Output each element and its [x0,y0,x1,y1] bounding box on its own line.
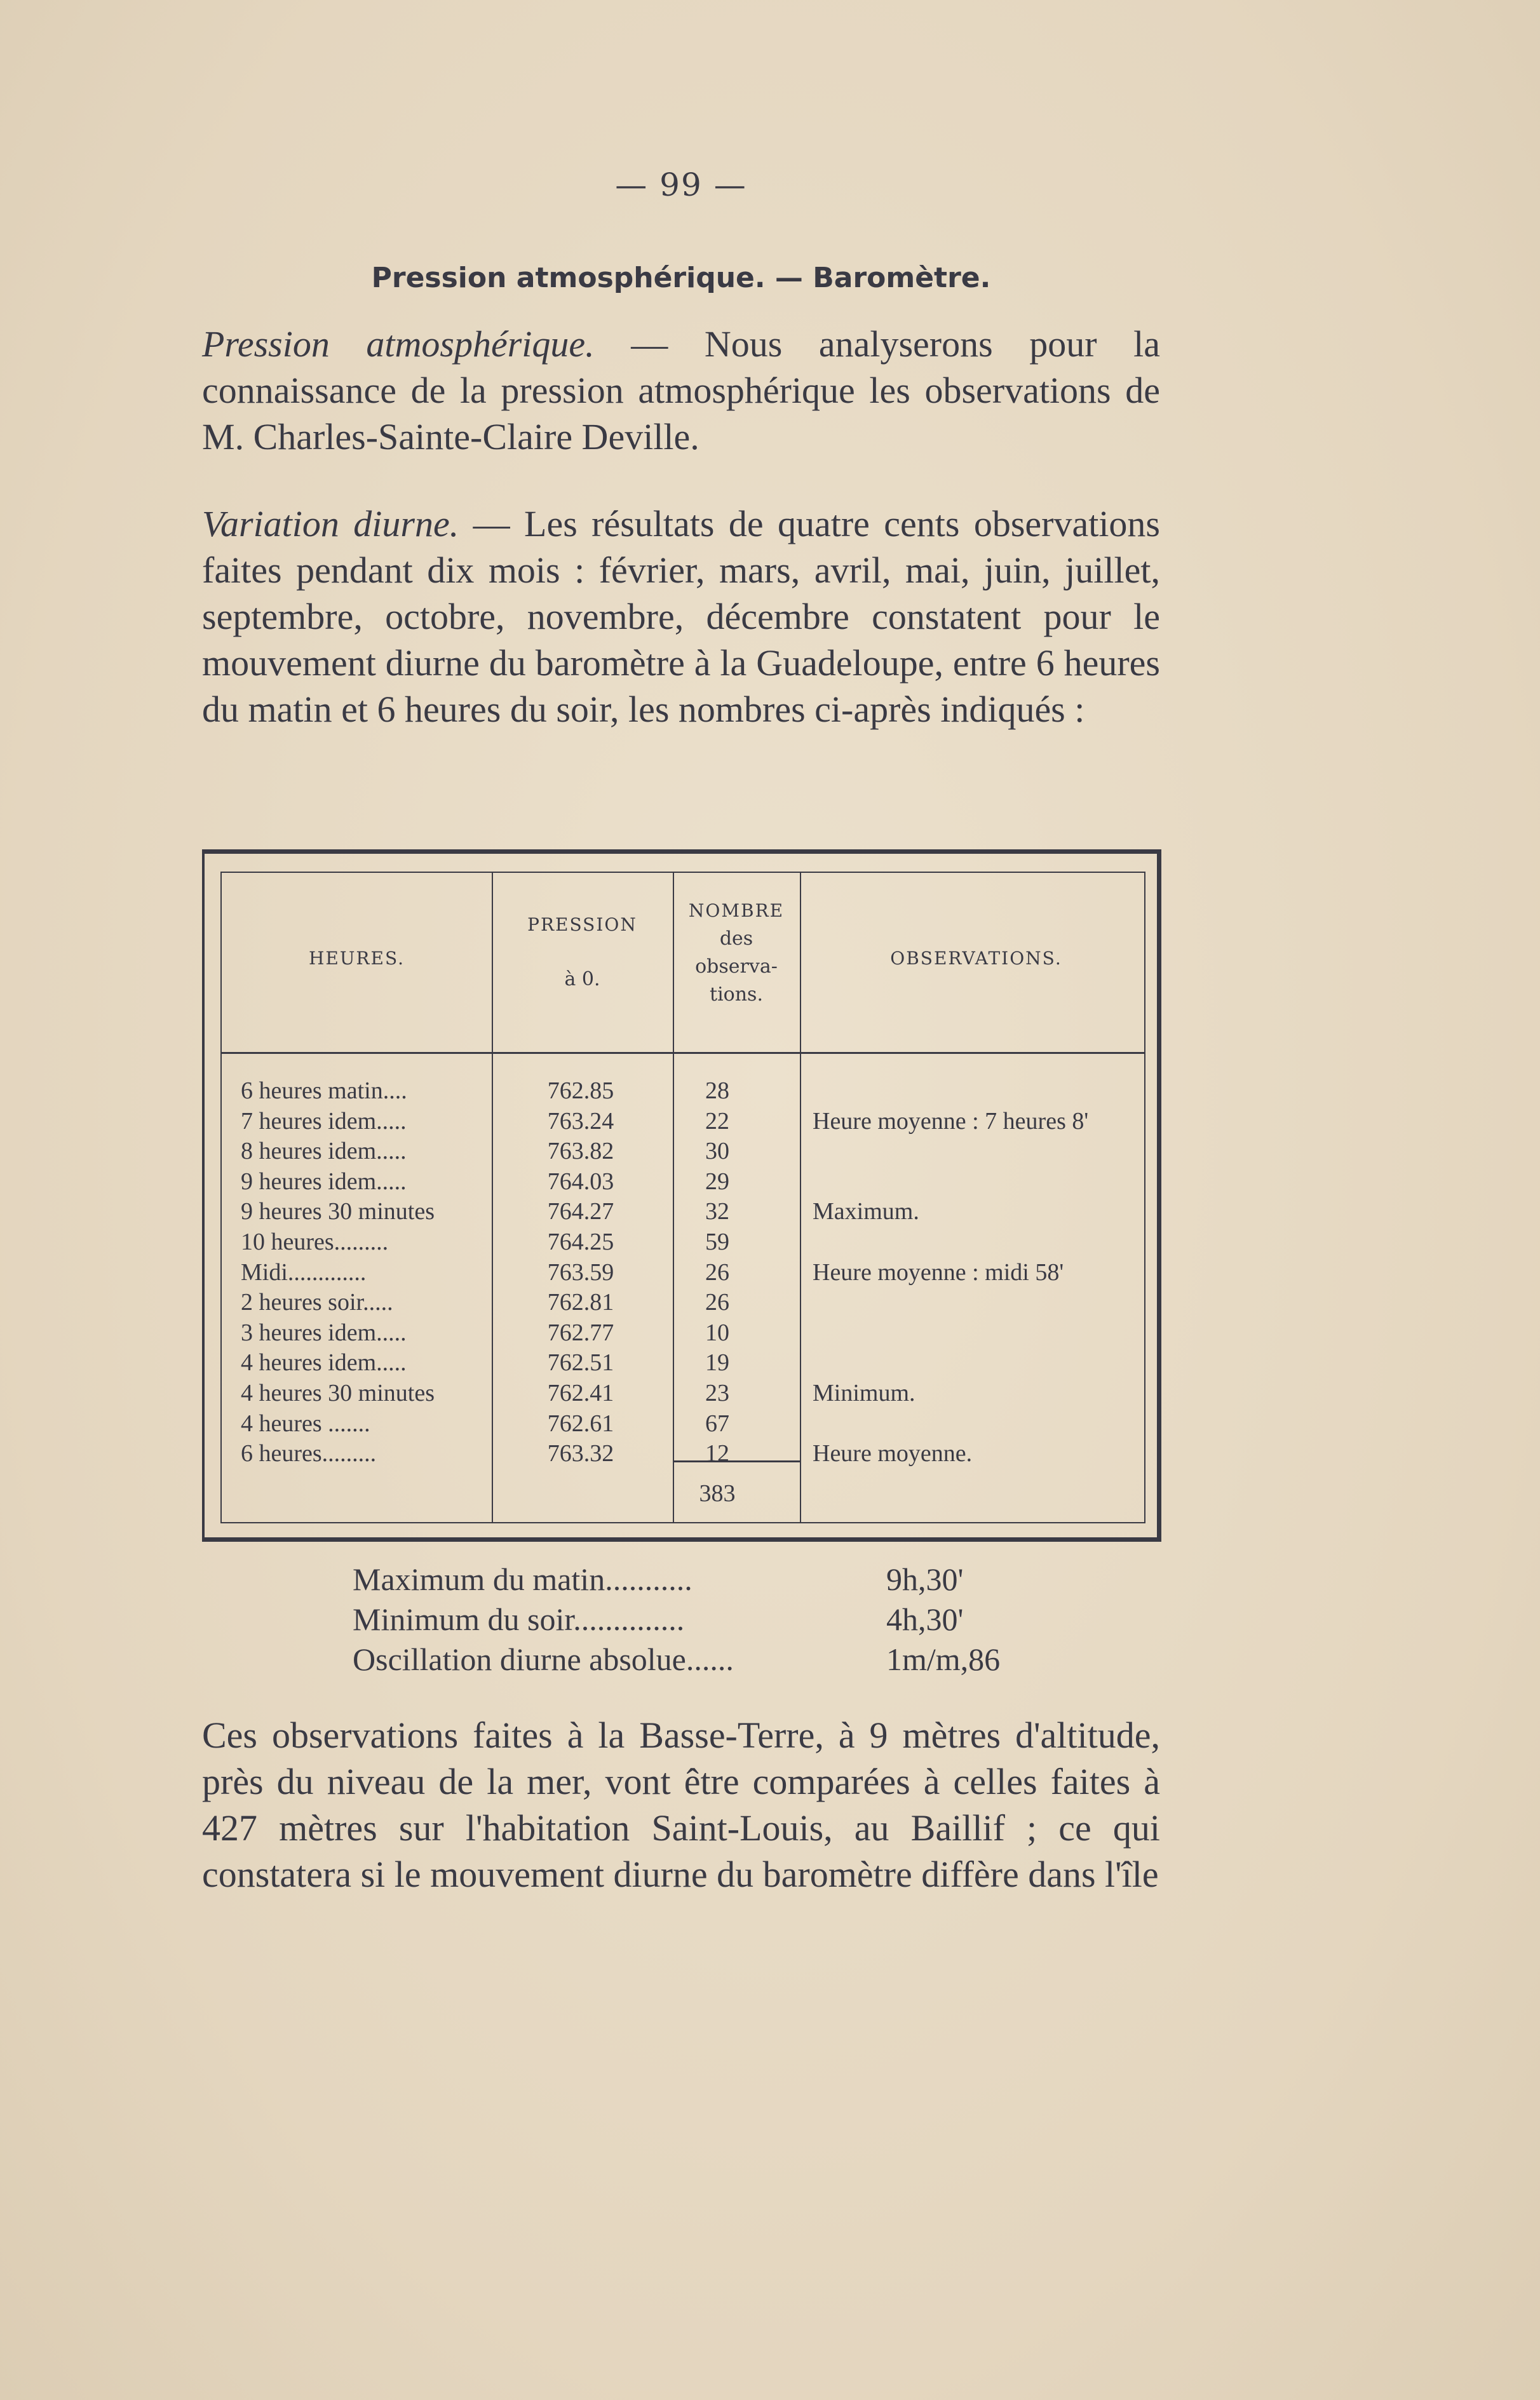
table-row [222,1258,1144,1288]
cell-heure: 4 heures ....... [241,1410,370,1437]
table-row [222,1318,1144,1349]
cell-pression: 762.61 [547,1410,614,1437]
cell-heure: 4 heures 30 minutes [241,1379,435,1406]
summary-value: 4h,30' [886,1601,964,1637]
cell-nombre: 26 [705,1289,729,1316]
cell-pression: 763.32 [547,1440,614,1467]
page-number: — 99 — [615,166,747,203]
cell-nombre: 32 [705,1198,729,1225]
cell-nombre: 12 [705,1440,729,1467]
cell-heure: 6 heures matin.... [241,1077,407,1104]
cell-heure: 9 heures idem..... [241,1168,407,1195]
cell-observation: Heure moyenne. [813,1440,973,1467]
paragraph-lead: Pression atmosphérique. [202,323,595,365]
cell-nombre: 19 [705,1349,729,1377]
cell-heure: 2 heures soir..... [241,1289,393,1316]
summary-value: 1m/m,86 [886,1642,1001,1677]
cell-pression: 762.41 [547,1379,614,1406]
section-title: Pression atmosphérique. — Baromètre. [371,262,991,294]
header-nombre: NOMBRE [688,900,785,921]
table-row [222,1409,1144,1439]
header-heures: HEURES. [308,948,405,969]
table-row [222,1227,1144,1258]
header-observations: OBSERVATIONS. [890,948,1062,969]
cell-pression: 762.85 [547,1077,614,1104]
summary-line [353,1560,1051,1600]
header-nombre-observa: observa- [695,955,778,978]
table-frame [220,872,1145,1523]
cell-nombre: 10 [705,1319,729,1346]
summary-label: Oscillation diurne absolue...... [353,1642,734,1677]
table-row [222,1439,1144,1469]
header-pression-unit: à 0. [564,968,600,990]
cell-nombre: 59 [705,1228,729,1255]
cell-pression: 763.59 [547,1258,614,1286]
table-row [222,1379,1144,1409]
table-row [222,1107,1144,1137]
cell-pression: 763.82 [547,1138,614,1165]
cell-nombre: 26 [705,1258,729,1286]
cell-heure: 9 heures 30 minutes [241,1198,435,1225]
table-row [222,1136,1144,1167]
table-row [222,1167,1144,1197]
total-observations: 383 [699,1480,736,1507]
barometer-table [202,849,1161,1542]
cell-observation: Maximum. [813,1198,919,1225]
paragraph-variation-diurne [202,501,1160,732]
cell-heure: Midi............. [241,1258,367,1286]
cell-nombre: 22 [705,1107,729,1135]
cell-nombre: 30 [705,1138,729,1165]
cell-nombre: 23 [705,1379,729,1406]
summary-label: Minimum du soir.............. [353,1601,685,1637]
cell-observation: Heure moyenne : midi 58' [813,1258,1064,1286]
header-rule [222,1052,1144,1054]
cell-heure: 10 heures......... [241,1228,389,1255]
table-row [222,1348,1144,1379]
paragraph-comparison: Ces observations faites à la Basse-Terre, à 9 mètres d'altitude, près du niveau de la mer, vont être comparées à celles faites à 427 mètres sur l'habitation Saint-Louis, au Baillif ; ce qui constatera si le mouvement diurne du baromètre diffère dans l'île [202,1715,1160,1895]
cell-pression: 762.51 [547,1349,614,1377]
cell-heure: 4 heures idem..... [241,1349,407,1377]
table-row [222,1197,1144,1227]
summary-line [353,1640,1051,1680]
cell-heure: 7 heures idem..... [241,1107,407,1135]
header-pression: PRESSION [527,914,637,935]
cell-nombre: 67 [705,1410,729,1437]
cell-pression: 764.03 [547,1168,614,1195]
summary-block [353,1560,1051,1680]
cell-observation: Minimum. [813,1379,915,1406]
cell-heure: 3 heures idem..... [241,1319,407,1346]
paragraph-text: — Les résultats de quatre cents observations faites pendant dix mois : février, mars, avril, mai, juin, juillet, septembre, octobre, novembre, décembre constatent pour le mouvement diurne du baromètre à la Guadeloupe, entre 6 heures du matin et 6 heures du soir, les nombres ci-après indiqués : [202,503,1160,730]
cell-pression: 762.81 [547,1289,614,1316]
table-row [222,1288,1144,1318]
paragraph-text: — Nous analyserons pour la connaissance de la pression atmosphérique les observations de M. Charles-Sainte-Claire Deville. [202,323,1160,457]
cell-nombre: 29 [705,1168,729,1195]
cell-nombre: 28 [705,1077,729,1104]
paragraph-lead: Variation diurne. [202,503,459,544]
cell-heure: 8 heures idem..... [241,1138,407,1165]
table-row [222,1076,1144,1107]
summary-label: Maximum du matin........... [353,1561,692,1597]
cell-pression: 762.77 [547,1319,614,1346]
table-body [222,1076,1144,1469]
header-nombre-des: des [719,927,753,950]
cell-pression: 764.25 [547,1228,614,1255]
summary-line [353,1600,1051,1640]
summary-value: 9h,30' [886,1561,964,1597]
cell-pression: 764.27 [547,1198,614,1225]
cell-observation: Heure moyenne : 7 heures 8' [813,1107,1089,1135]
cell-heure: 6 heures......... [241,1440,377,1467]
cell-pression: 763.24 [547,1107,614,1135]
paragraph-pression [202,321,1160,460]
header-nombre-tions: tions. [710,983,763,1006]
